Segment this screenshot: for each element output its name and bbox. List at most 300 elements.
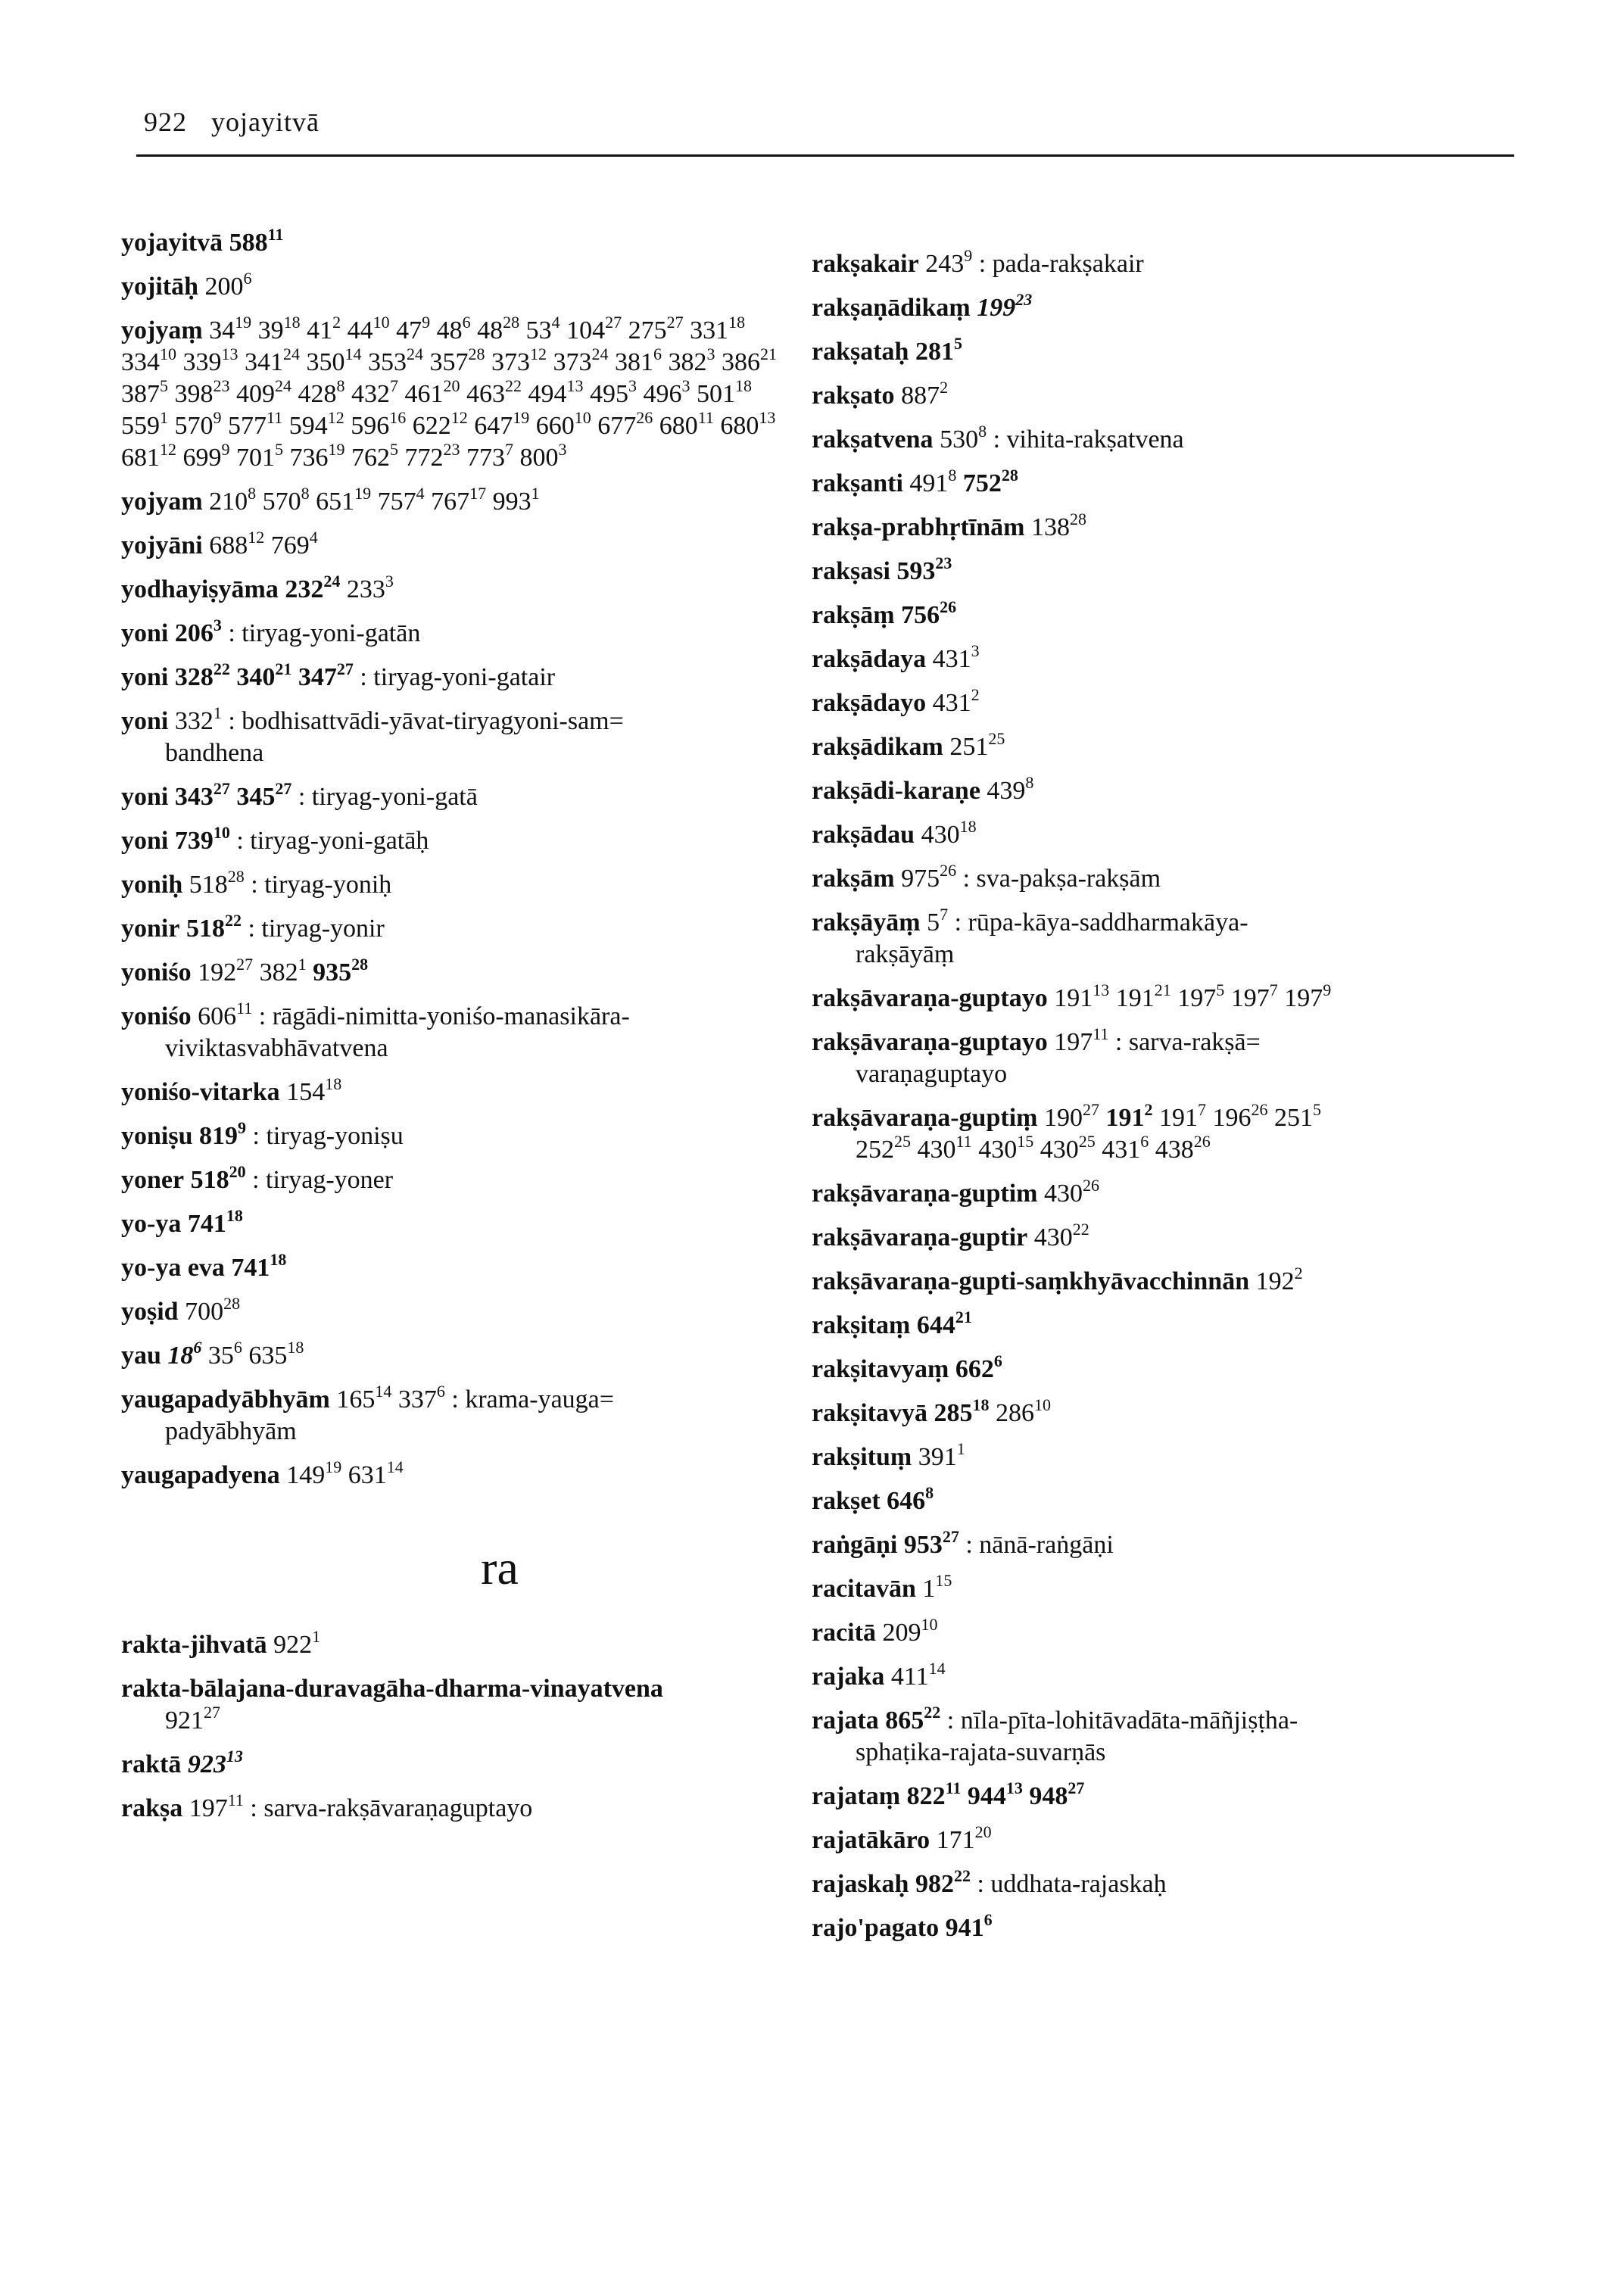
index-entry [812,1661,1493,1693]
page-reference: $741^{18}$ [187,1206,243,1238]
line-number: 22 [953,1866,971,1885]
headword: rakṣāvaraṇa-guptir [812,1223,1028,1251]
headword: yojayitvā [121,229,223,257]
compound-context: : krama-yauga= [451,1385,614,1413]
page-reference: $756^{26}$ [901,597,957,629]
line-number: 27 [236,955,254,974]
line-number: 27 [1068,1778,1085,1797]
running-header [144,106,320,138]
index-entry [812,1485,1493,1517]
line-number: 4 [551,313,560,332]
headword: yoṣid [121,1298,179,1326]
index-entry [812,1617,1493,1649]
index-entry [121,703,787,769]
page-reference: $993^1$ [492,484,540,516]
page-reference: $200^6$ [204,269,252,301]
page-reference: $190^{27}$ [1043,1100,1099,1132]
page-reference: $975^{26}$ [901,861,957,893]
compound-context: : sarva-rakṣāvaraṇaguptayo [250,1794,533,1822]
index-entry [121,825,787,857]
line-number: 5 [390,440,398,459]
page-reference: $982^{22}$ [915,1866,971,1898]
page-reference: $430^{18}$ [921,817,977,849]
index-entry [121,1001,787,1064]
index-entry [812,468,1493,500]
page-reference: $596^{16}$ [351,408,407,440]
line-number: 23 [213,376,230,395]
line-number: 14 [928,1659,946,1678]
page-reference: $430^{25}$ [1040,1132,1096,1164]
index-entry [812,424,1493,456]
line-number: 2 [1144,1100,1153,1119]
page-reference: $252^{25}$ [856,1132,911,1164]
line-number: 18 [735,376,752,395]
page-reference: $381^6$ [615,344,662,376]
line-number: 28 [1001,466,1018,485]
page-reference: $5^7$ [927,905,949,937]
line-number: 28 [223,1294,241,1313]
line-number: 22 [224,911,242,930]
page-reference: $373^{24}$ [553,344,609,376]
line-number: 21 [275,659,292,678]
page-reference: $337^6$ [397,1382,445,1413]
page-reference: $681^{12}$ [121,440,176,472]
index-entry [812,553,1493,588]
page-reference: $409^{24}$ [236,376,291,408]
line-number: 27 [666,313,684,332]
right-column [812,248,1493,1956]
line-number: 12 [160,440,176,459]
page-reference: $340^{21}$ [236,659,292,691]
line-number: 25 [988,729,1005,748]
line-number: 6 [193,1338,202,1357]
page-reference: $347^{27}$ [298,659,354,691]
page-reference: $192^{27}$ [198,955,254,986]
line-number: 13 [759,408,776,427]
line-number: 10 [1034,1395,1051,1414]
line-number: 9 [213,408,222,427]
line-number: 12 [248,528,265,547]
line-number: 9 [964,246,973,265]
headword: rakṣāyāṃ [812,909,921,937]
headword: yoni [121,663,169,691]
index-entry [812,731,1493,763]
page-reference: $53^4$ [525,313,560,344]
page-reference: $428^8$ [298,376,345,408]
line-number: 7 [505,440,513,459]
line-number: 18 [959,817,977,836]
page-reference: $635^{18}$ [248,1338,304,1370]
compound-context: : sva-pakṣa-rakṣām [962,865,1161,893]
index-entry [812,819,1493,851]
line-number: 23 [935,553,952,572]
line-number: 3 [681,376,690,395]
line-number: 23 [443,440,460,459]
index-entry [121,530,787,562]
line-number: 13 [1005,1778,1023,1797]
line-number: 18 [270,1250,287,1269]
line-number: 11 [227,1791,244,1809]
headword: rakṣitavyaṃ [812,1355,949,1383]
line-number: 24 [407,344,423,363]
compound-context: : tiryag-yoniṣu [252,1122,404,1150]
headword: raṅgāṇi [812,1531,898,1559]
page-reference: $631^{14}$ [348,1457,404,1489]
line-number: 12 [327,408,344,427]
line-number: 18 [226,1206,243,1225]
page-reference: $518^{20}$ [190,1162,246,1194]
compound-context: : tiryag-yoner [252,1166,394,1194]
line-number: 8 [301,484,310,503]
line-number: 26 [1082,1176,1099,1195]
page-reference: $332^1$ [174,703,222,735]
line-number: 8 [978,422,987,441]
page-reference: $496^3$ [643,376,690,408]
page-reference: $171^{20}$ [936,1822,992,1854]
line-number: 6 [1140,1132,1149,1151]
page-reference: $44^{10}$ [347,313,390,344]
headword: yoniśo [121,1002,192,1030]
line-number: 8 [948,466,957,485]
index-entry [121,1296,787,1328]
page-reference: $570^9$ [174,408,222,440]
page-reference: $773^7$ [466,440,513,472]
index-entry [121,1749,787,1781]
line-number: 11 [955,1132,972,1151]
line-number: 10 [372,313,390,332]
line-number: 17 [469,484,487,503]
line-number: 9 [422,313,431,332]
line-number: 11 [267,408,283,427]
index-entry [812,980,1493,1015]
page-reference: $275^{27}$ [628,313,684,344]
index-entry [121,1118,787,1152]
page-reference: $196^{26}$ [1212,1100,1268,1132]
continuation-text: padyābhyām [165,1417,297,1445]
page-reference: $430^{26}$ [1043,1176,1099,1208]
compound-context: : uddhata-rajaskaḥ [977,1870,1167,1898]
index-entry [121,1074,787,1108]
headword: yoni [121,707,169,735]
entry-list-ra-continued [812,248,1493,1944]
line-number: 14 [344,344,362,363]
line-number: 8 [925,1483,934,1502]
page-reference: $328^{22}$ [174,659,230,691]
page-reference: $530^8$ [940,422,987,454]
headword: rakṣādi-karaṇe [812,777,980,805]
index-entry [121,869,787,901]
page-reference: $41^2$ [307,313,341,344]
page-reference: $191^{13}$ [1054,980,1110,1012]
headword: rakṣāṃ [812,601,895,629]
headword: rakta-bālajana-duravagāha-dharma-vinayatvena [121,1675,663,1703]
line-number: 28 [1069,510,1086,528]
page-reference: $350^{14}$ [306,344,362,376]
line-number: 28 [227,867,245,886]
line-number: 24 [275,376,291,395]
page-reference: $677^{26}$ [597,408,653,440]
page-reference: $769^4$ [270,528,318,559]
line-number: 15 [935,1571,952,1590]
headword: yoniśo-vitarka [121,1078,280,1106]
headword: yo-ya eva [121,1254,225,1282]
page-reference: $192^2$ [1255,1264,1303,1295]
page-reference: $570^8$ [262,484,310,516]
page-reference: $594^{12}$ [288,408,344,440]
headword: rakṣato [812,382,895,410]
headword: rakṣanti [812,469,903,497]
page-reference: $647^{19}$ [474,408,530,440]
line-number: 18 [287,1338,304,1357]
page-reference: $48^{28}$ [477,313,520,344]
line-number: 6 [653,344,662,363]
line-number: 3 [706,344,715,363]
page-reference: $948^{27}$ [1029,1778,1085,1810]
page-reference: $373^{12}$ [491,344,547,376]
page-reference: $191^7$ [1158,1100,1206,1132]
line-number: 22 [505,376,522,395]
headword: rajata [812,1706,879,1735]
page-reference: $680^{13}$ [720,408,776,440]
headword: rakṣatvena [812,425,934,454]
page-reference: $165^{14}$ [336,1382,392,1413]
page-reference: $762^5$ [351,440,398,472]
compound-context: : pada-rakṣakair [978,250,1144,278]
index-entry [812,863,1493,895]
compound-context: : tiryag-yoni-gatāḥ [236,827,429,855]
section-heading: ra [481,1541,519,1594]
page-reference: $104^{27}$ [566,313,622,344]
line-number: 28 [468,344,485,363]
line-number: 19 [513,408,530,427]
page-reference: $430^{15}$ [978,1132,1034,1164]
page-reference: $588^{11}$ [229,225,284,257]
page-reference: $944^{13}$ [967,1778,1023,1810]
index-entry [121,1208,787,1240]
index-entry [812,292,1493,324]
index-entry [121,913,787,945]
line-number: 1 [298,955,307,974]
index-entry [121,1457,787,1491]
line-number: 20 [443,376,460,395]
page-reference: $701^5$ [236,440,283,472]
headword: rajatākāro [812,1826,930,1854]
line-number: 27 [1082,1100,1099,1119]
line-number: 12 [450,408,468,427]
page-reference: $382^3$ [668,344,715,376]
line-number: 5 [1216,980,1225,999]
headword: yaugapadyābhyām [121,1385,330,1413]
headword: yojyaṃ [121,316,203,344]
line-number: 27 [942,1527,959,1546]
line-number: 8 [1025,773,1034,792]
headword: rakṣa [121,1794,183,1822]
headword: yoni [121,827,169,855]
headword: yodhayiṣyāma [121,575,279,603]
line-number: 20 [229,1162,246,1181]
line-number: 27 [275,779,292,798]
page-reference: $34^{19}$ [209,313,252,344]
line-number: 16 [389,408,407,427]
line-number: 13 [1093,980,1110,999]
entry-continuation [812,1134,1493,1166]
page-reference: $1^{15}$ [922,1571,952,1603]
line-number: 3 [385,572,394,591]
headword: yoniśo [121,958,192,986]
headword: yoniḥ [121,871,183,899]
compound-context: : nānā-raṅgāṇi [965,1531,1114,1559]
page-reference: $800^3$ [519,440,567,472]
continuation-text: sphaṭika-rajata-suvarṇās [856,1738,1106,1766]
line-number: 26 [1251,1100,1268,1119]
page-reference: $518^{28}$ [189,867,245,899]
page-reference: $251^5$ [1273,1100,1321,1132]
index-entry [121,486,787,518]
line-number: 9 [1323,980,1332,999]
headword: rajo'pagato [812,1914,940,1942]
line-number: 21 [760,344,777,363]
line-number: 26 [940,861,957,880]
index-entry [812,641,1493,675]
line-number: 2 [940,378,949,397]
line-number: 1 [531,484,540,503]
page-reference: $431^6$ [1102,1132,1149,1164]
index-entry [121,1673,787,1737]
entry-list-ra [121,1629,787,1825]
line-number: 19 [328,440,345,459]
line-number: 7 [1269,980,1278,999]
headword: racitavān [812,1575,916,1603]
page-reference: $398^{23}$ [174,376,230,408]
index-entry [121,1793,787,1825]
page-reference: $606^{11}$ [198,999,253,1030]
page-reference: $953^{27}$ [903,1527,959,1559]
line-number: 20 [974,1822,992,1841]
headword: rajataṃ [812,1782,901,1810]
line-number: 11 [267,225,284,244]
index-entry [121,781,787,813]
line-number: 24 [323,572,341,591]
index-entry [812,1266,1493,1298]
page-reference: $197^7$ [1230,980,1278,1012]
page-reference: $243^9$ [925,246,973,278]
page-reference: $285^{18}$ [934,1395,990,1427]
line-number: 27 [204,1703,220,1722]
line-number: 1 [213,703,222,722]
page-reference: $191^2$ [1105,1100,1153,1132]
index-entry [812,1395,1493,1429]
page-reference: $286^{10}$ [996,1395,1051,1427]
page-reference: $431^3$ [932,641,980,673]
line-number: 1 [312,1627,321,1646]
index-entry [812,907,1493,971]
page-reference: $387^5$ [121,376,168,408]
page-reference: $819^9$ [199,1118,246,1150]
headword: yojitāḥ [121,273,198,301]
page-reference: $197^{11}$ [189,1791,244,1822]
line-number: 12 [530,344,547,363]
page-reference: $491^8$ [909,466,957,497]
line-number: 27 [336,659,354,678]
index-entry [812,1439,1493,1473]
headword: rajaskaḥ [812,1870,909,1898]
page-reference: $439^8$ [987,773,1034,805]
page-reference: $577^{11}$ [228,408,283,440]
index-entry [812,1310,1493,1342]
page-reference: $941^6$ [945,1910,993,1942]
line-number: 4 [416,484,425,503]
headword: rakṣāvaraṇa-gupti-saṃkhyāvacchinnān [812,1267,1250,1295]
page-reference: $206^3$ [174,616,222,647]
entry-continuation [812,939,1493,971]
compound-context: : sarva-rakṣā= [1114,1028,1261,1056]
line-number: 7 [390,376,398,395]
header-rule [136,154,1514,157]
line-number: 8 [336,376,345,395]
compound-context: : tiryag-yoni-gatā [298,783,478,811]
page-reference: $495^3$ [590,376,637,408]
entry-continuation [121,1705,787,1737]
page-reference: $353^{24}$ [368,344,423,376]
headword: rakṣādayo [812,689,927,717]
line-number: 22 [1072,1220,1089,1239]
line-number: 22 [213,659,230,678]
index-entry [812,512,1493,544]
continuation-text: viviktasvabhāvatvena [165,1034,388,1062]
page-reference: $741^{18}$ [231,1250,287,1282]
left-column [121,227,787,1837]
page-reference: $660^{10}$ [535,408,591,440]
line-number: 21 [1154,980,1171,999]
page-reference: $197^9$ [1284,980,1332,1012]
page-reference: $154^{18}$ [286,1074,342,1106]
compound-context: : nīla-pīta-lohitāvadāta-māñjiṣṭha- [946,1706,1298,1735]
index-entry [812,336,1493,368]
page-reference: $430^{11}$ [917,1132,972,1164]
line-number: 11 [1093,1024,1109,1043]
page-reference: $191^{21}$ [1115,980,1171,1012]
line-number: 1 [956,1439,965,1458]
compound-context: : tiryag-yonir [248,915,385,943]
line-number: 18 [283,313,301,332]
index-entry [812,597,1493,631]
line-number: 21 [955,1308,972,1326]
line-number: 10 [574,408,591,427]
compound-context: : rāgādi-nimitta-yoniśo-manasikāra- [258,1002,630,1030]
page-reference: $18^6$ [167,1338,202,1370]
running-head: yojayitvā [211,107,320,137]
compound-context: : tiryag-yoniḥ [251,871,392,899]
line-number: 2 [332,313,341,332]
page-reference: $494^{13}$ [528,376,584,408]
index-entry [812,775,1493,807]
page-reference: $47^9$ [396,313,431,344]
index-entry [812,1351,1493,1385]
line-number: 18 [972,1395,990,1414]
page-reference: $646^8$ [887,1483,934,1515]
page-reference: $463^{22}$ [466,376,522,408]
headword: rakta-jihvatā [121,1631,267,1659]
line-number: 3 [558,440,567,459]
page-reference: $334^{10}$ [121,344,176,376]
index-entry [121,618,787,650]
index-entry [121,271,787,303]
page-reference: $662^6$ [955,1351,1002,1383]
page-reference: $622^{12}$ [412,408,468,440]
page-reference: $699^9$ [182,440,230,472]
headword: rakṣet [812,1487,881,1515]
headword: yoni [121,619,169,647]
